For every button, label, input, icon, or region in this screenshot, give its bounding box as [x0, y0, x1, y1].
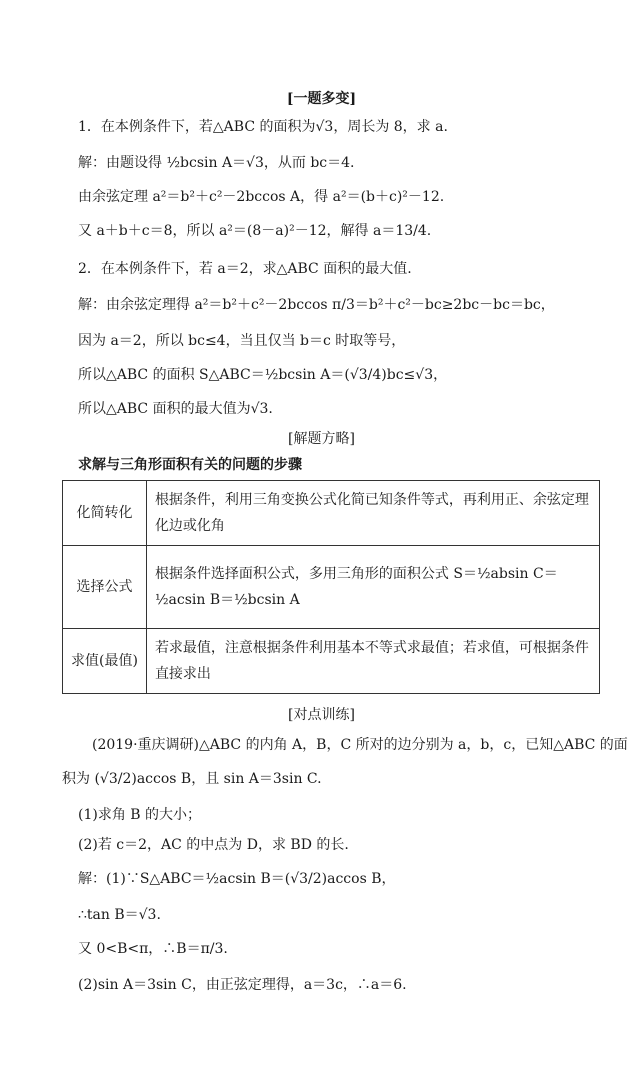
q2-solution-line-4: 所以△ABC 面积的最大值为√3.	[78, 401, 273, 417]
practice-solution-line-2: ∴tan B＝√3.	[78, 907, 161, 923]
practice-problem-line-1: (2019·重庆调研)△ABC 的内角 A，B，C 所对的边分别为 a，b，c，已知△ABC 的面	[92, 737, 628, 753]
q1-solution-line-1: 解：由题设得 ½bcsin A＝√3，从而 bc＝4.	[78, 155, 355, 171]
q1-solution-line-3: 又 a＋b＋c＝8，所以 a²＝(8－a)²－12，解得 a＝13/4.	[78, 223, 432, 239]
row-text: 根据条件，利用三角变换公式化简已知条件等式，再利用正、余弦定理化边或化角	[146, 481, 599, 546]
practice-heading: [对点训练]	[288, 707, 355, 723]
method-subheading: 求解与三角形面积有关的问题的步骤	[78, 457, 302, 473]
row-label: 求值(最值)	[63, 629, 147, 694]
row-text: 若求最值，注意根据条件利用基本不等式求最值；若求值，可根据条件直接求出	[146, 629, 599, 694]
method-heading: [解题方略]	[288, 431, 355, 447]
row-label: 化简转化	[63, 481, 147, 546]
q2-solution-line-1: 解：由余弦定理得 a²＝b²＋c²－2bccos π/3＝b²＋c²－bc≥2bc－bc＝bc，	[78, 297, 555, 313]
question-2: 2．在本例条件下，若 a＝2，求△ABC 面积的最大值.	[78, 261, 412, 277]
variant-heading: [一题多变]	[286, 91, 357, 107]
q1-solution-line-2: 由余弦定理 a²＝b²＋c²－2bccos A，得 a²＝(b＋c)²－12.	[78, 189, 445, 205]
q2-solution-line-3: 所以△ABC 的面积 S△ABC＝½bcsin A＝(√3/4)bc≤√3，	[78, 367, 448, 383]
table-row	[63, 629, 600, 694]
practice-solution-line-3: 又 0<B<π，∴B＝π/3.	[78, 941, 228, 957]
q2-solution-line-2: 因为 a＝2，所以 bc≤4，当且仅当 b＝c 时取等号，	[78, 333, 406, 349]
question-1: 1．在本例条件下，若△ABC 的面积为√3，周长为 8，求 a.	[78, 119, 448, 135]
method-table	[62, 480, 600, 694]
practice-part-2: (2)若 c＝2，AC 的中点为 D，求 BD 的长.	[78, 837, 349, 853]
row-label: 选择公式	[63, 546, 147, 629]
practice-solution-line-1: 解：(1)∵S△ABC＝½acsin B＝(√3/2)accos B，	[78, 871, 396, 887]
practice-part-1: (1)求角 B 的大小；	[78, 807, 202, 823]
table-row	[63, 481, 600, 546]
row-text: 根据条件选择面积公式，多用三角形的面积公式 S＝½absin C＝½acsin B＝½bcsin A	[146, 546, 599, 629]
practice-solution-line-4: (2)sin A＝3sin C，由正弦定理得，a＝3c，∴a＝6.	[78, 977, 407, 993]
table-row	[63, 546, 600, 629]
practice-problem-line-2: 积为 (√3/2)accos B，且 sin A＝3sin C.	[62, 771, 322, 787]
